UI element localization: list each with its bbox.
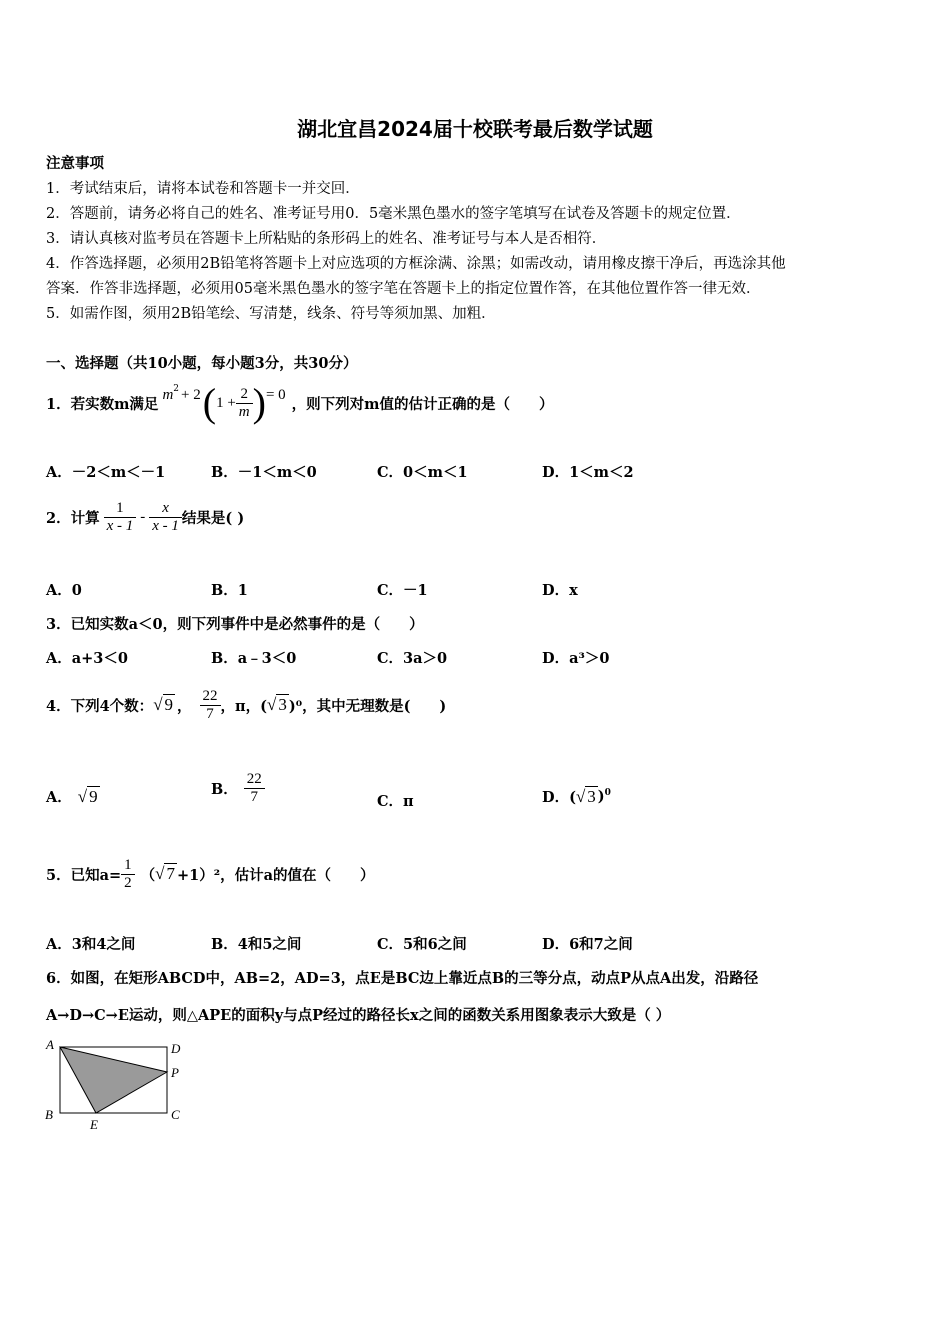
q5-option-a: A．3和4之间 (46, 936, 136, 953)
q2-fraction-2 (149, 500, 182, 535)
q1-eq-eq0: = 0 (265, 386, 286, 403)
question-4: 4．下列4个数： √ 9 ， $\frac{22}{7}$ ，π，( √ 3 )⁰，其中无理数是( ) (46, 687, 447, 722)
question-6-line-2: A→D→C→E运动，则△APE的面积y与点P经过的路径长x之间的函数关系用图象表示大致是（ ） (46, 1007, 671, 1024)
triangle-ape (60, 1047, 167, 1113)
q4-option-b (211, 763, 265, 813)
q4-option-b-num: 22 (246, 770, 262, 787)
q5-prefix: 5．已知a= (46, 866, 122, 884)
q2-minus: - (140, 508, 146, 525)
q3-option-a: A．a+3＜0 (46, 650, 128, 667)
question-6-line-1: 6．如图，在矩形ABCD中，AB=2，AD=3，点E是BC边上靠近点B的三等分点，动点P从点A出发，沿路径 (46, 970, 759, 987)
label-b: B (45, 1107, 53, 1122)
q4-prefix: 4．下列4个数： (46, 697, 154, 715)
q5-fraction (121, 857, 135, 892)
q4-option-a (46, 786, 100, 807)
question-2 (46, 494, 244, 540)
q4-option-a-label: A． (46, 789, 72, 806)
label-d: D (171, 1041, 181, 1056)
q1-option-b: B．－1＜m＜0 (211, 464, 317, 481)
notice-item-1: 1．考试结束后，请将本试卷和答题卡一并交回． (46, 181, 360, 197)
q5-option-d: D．6和7之间 (542, 936, 633, 953)
q2-fraction-1 (104, 500, 137, 535)
q4-option-b-fraction (244, 771, 265, 806)
page-title: 湖北宜昌2024届十校联考最后数学试题 (297, 117, 653, 141)
q1-option-a: A．－2＜m＜－1 (46, 464, 166, 481)
q4-option-c: C．π (377, 793, 414, 810)
question-3: 3．已知实数a＜0，则下列事件中是必然事件的是（ ） (46, 616, 424, 633)
q1-eq-plus2: + 2 (181, 386, 201, 403)
q2-f2-den: x - 1 (149, 517, 182, 535)
notice-heading: 注意事项 (46, 155, 104, 172)
q2-prefix: 2．计算 (46, 509, 100, 527)
notice-item-2: 2．答题前，请务必将自己的姓名、准考证号用0．5毫米黑色墨水的签字笔填写在试卷及答题卡的规定位置． (46, 206, 741, 222)
q4-option-d-radicand: 3 (587, 786, 596, 806)
q1-option-d: D．1＜m＜2 (542, 464, 634, 481)
notice-item-4: 4．作答选择题，必须用2B铅笔将答题卡上对应选项的方框涂满、涂黑；如需改动，请用橡皮擦干净后，再选涂其他 (46, 256, 786, 272)
q4-sqrt-9: √ 9 (153, 695, 174, 714)
q4-sqrt9-radicand: 9 (164, 695, 174, 714)
label-e: E (90, 1117, 98, 1132)
q1-eq-one-plus: 1 + (216, 394, 236, 411)
q2-option-d: D．x (542, 582, 578, 599)
rectangle-figure (40, 1036, 200, 1136)
q4-option-d-label: D．( (542, 789, 576, 806)
q4-mid: ，π，( (220, 697, 268, 715)
q4-option-d-sqrt: √ 3 (575, 786, 596, 806)
q4-sqrt3-radicand: 3 (278, 695, 287, 714)
q4-sqrt-3: √ 3 (267, 695, 287, 714)
q1-option-c: C．0＜m＜1 (377, 464, 468, 481)
q4-suffix: )⁰，其中无理数是( ) (288, 697, 447, 715)
q2-option-a: A．0 (46, 582, 82, 599)
q4-frac-num: 22 (202, 687, 218, 704)
q3-option-c: C．3a＞0 (377, 650, 448, 667)
q5-mid: （ (140, 866, 156, 884)
q4-option-d: D．( √ 3 )$^0$ (542, 786, 611, 806)
q1-frac-den: m (236, 403, 253, 421)
q1-eq-m: m (162, 386, 174, 403)
q5-frac-num: 1 (124, 856, 132, 873)
section-heading: 一、选择题（共10小题，每小题3分，共30分） (46, 355, 358, 372)
q4-fraction (200, 688, 221, 723)
q5-option-c: C．5和6之间 (377, 936, 467, 953)
q2-f1-den: x - 1 (104, 517, 137, 535)
q2-option-c: C．－1 (377, 582, 428, 599)
q2-f1-num: 1 (116, 499, 124, 516)
q2-f2-num: x (162, 499, 169, 516)
q3-option-b: B．a﹣3＜0 (211, 650, 297, 667)
q3-option-d: D．a³＞0 (542, 650, 610, 667)
label-c: C (171, 1107, 180, 1122)
q1-suffix: ，则下列对m值的估计正确的是（ ） (291, 395, 554, 413)
q5-sqrt7-radicand: 7 (166, 864, 175, 883)
q2-suffix: 结果是( ) (181, 509, 245, 527)
notice-item-5: 5．如需作图，须用2B铅笔绘、写清楚，线条、符号等须加黑、加粗． (46, 306, 496, 322)
q1-frac-num: 2 (240, 385, 248, 402)
label-a: A (46, 1037, 54, 1052)
question-5 (46, 848, 374, 900)
q4-option-b-label: B． (211, 780, 238, 798)
q4-option-b-den: 7 (244, 788, 265, 806)
q4-option-a-radicand: 9 (89, 786, 98, 806)
q5-option-b: B．4和5之间 (211, 936, 302, 953)
q5-suffix: +1）²，估计a的值在（ ） (176, 866, 375, 884)
q1-prefix: 1．若实数m满足 (46, 395, 159, 413)
question-1: 1．若实数m满足 m $^2$ + 2 ( 1 + $\frac{2}{m}$ ) = 0 ，则下列对m值的估计正确的是（ ） (46, 380, 554, 425)
q1-fraction (236, 386, 253, 421)
q5-sqrt-7: √ 7 (155, 864, 175, 883)
notice-item-3: 3．请认真核对监考员在答题卡上所粘贴的条形码上的姓名、准考证号与本人是否相符． (46, 231, 607, 247)
notice-item-4-cont: 答案．作答非选择题，必须用05毫米黑色墨水的签字笔在答题卡上的指定位置作答，在其他位置作答一律无效． (46, 281, 761, 297)
q4-frac-den: 7 (200, 705, 221, 723)
q2-option-b: B．1 (211, 582, 248, 599)
q5-frac-den: 2 (121, 874, 135, 892)
label-p: P (171, 1065, 179, 1080)
q4-option-a-sqrt: √ 9 (77, 786, 98, 806)
